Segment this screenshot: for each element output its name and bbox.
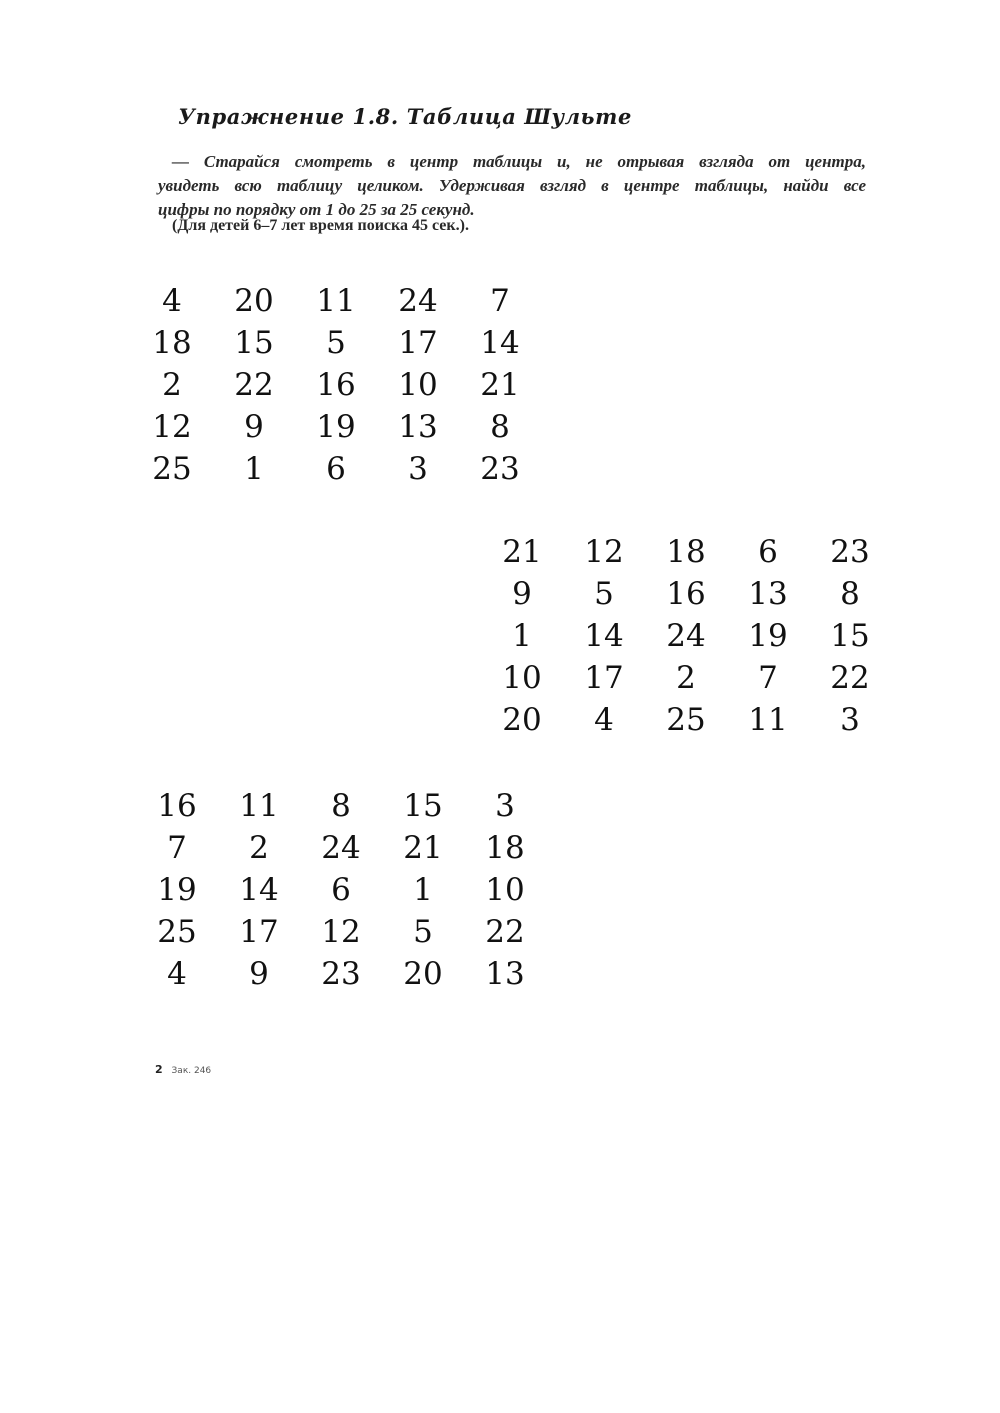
table-cell: 17	[584, 660, 624, 696]
table-cell: 22	[234, 367, 274, 403]
table-cell: 2	[162, 367, 182, 403]
table-cell: 5	[326, 325, 346, 361]
table-cell: 10	[502, 660, 542, 696]
table-cell: 11	[748, 702, 788, 738]
table-cell: 6	[326, 451, 346, 487]
table-cell: 22	[485, 914, 525, 950]
table-cell: 19	[748, 618, 788, 654]
table-cell: 3	[840, 702, 860, 738]
table-cell: 19	[316, 409, 356, 445]
table-cell: 18	[152, 325, 192, 361]
table-cell: 25	[152, 451, 192, 487]
table-cell: 7	[167, 830, 187, 866]
table-cell: 9	[512, 576, 532, 612]
table-cell: 14	[584, 618, 624, 654]
table-cell: 10	[398, 367, 438, 403]
table-cell: 25	[666, 702, 706, 738]
table-cell: 15	[403, 788, 443, 824]
table-cell: 15	[234, 325, 274, 361]
table-cell: 13	[398, 409, 438, 445]
page-number: 2	[155, 1063, 163, 1076]
schulte-table-3	[136, 785, 546, 995]
table-cell: 13	[748, 576, 788, 612]
table-cell: 18	[666, 534, 706, 570]
table-cell: 9	[249, 956, 269, 992]
table-cell: 9	[244, 409, 264, 445]
schulte-table-2	[481, 531, 891, 741]
table-cell: 12	[584, 534, 624, 570]
table-cell: 1	[512, 618, 532, 654]
table-cell: 20	[502, 702, 542, 738]
table-cell: 19	[157, 872, 197, 908]
table-cell: 24	[398, 283, 438, 319]
table-cell: 11	[316, 283, 356, 319]
instructions-line-1: — Старайся смотреть в центр таблицы и, не отрывая взгляда от центра,	[172, 152, 866, 171]
table-cell: 12	[152, 409, 192, 445]
instructions-line-2: увидеть всю таблицу целиком. Удерживая взгляд в центре таблицы, найди все	[158, 176, 866, 195]
print-imprint: Зак. 246	[171, 1066, 212, 1076]
table-cell: 8	[331, 788, 351, 824]
table-cell: 17	[239, 914, 279, 950]
table-cell: 4	[167, 956, 187, 992]
table-cell: 5	[594, 576, 614, 612]
table-cell: 2	[249, 830, 269, 866]
table-cell: 5	[413, 914, 433, 950]
table-cell: 6	[758, 534, 778, 570]
table-cell: 23	[830, 534, 870, 570]
schulte-table-1	[131, 280, 541, 490]
table-cell: 10	[485, 872, 525, 908]
table-cell: 15	[830, 618, 870, 654]
table-cell: 8	[840, 576, 860, 612]
table-cell: 1	[413, 872, 433, 908]
table-cell: 21	[403, 830, 443, 866]
table-cell: 4	[162, 283, 182, 319]
table-cell: 12	[321, 914, 361, 950]
table-cell: 21	[480, 367, 520, 403]
age-note: (Для детей 6–7 лет время поиска 45 сек.).	[172, 217, 469, 234]
table-cell: 25	[157, 914, 197, 950]
table-cell: 7	[490, 283, 510, 319]
table-cell: 11	[239, 788, 279, 824]
page-footer	[155, 1063, 211, 1076]
table-cell: 7	[758, 660, 778, 696]
table-cell: 13	[485, 956, 525, 992]
table-cell: 2	[676, 660, 696, 696]
exercise-title: Упражнение 1.8. Таблица Шульте	[178, 104, 632, 129]
table-cell: 14	[480, 325, 520, 361]
table-cell: 24	[666, 618, 706, 654]
table-cell: 3	[495, 788, 515, 824]
table-cell: 1	[244, 451, 264, 487]
instructions-text	[158, 150, 866, 222]
table-cell: 18	[485, 830, 525, 866]
table-cell: 8	[490, 409, 510, 445]
instructions-line-3: цифры по порядку от 1 до 25 за 25 секунд.	[158, 200, 475, 219]
table-cell: 3	[408, 451, 428, 487]
table-cell: 6	[331, 872, 351, 908]
table-cell: 20	[234, 283, 274, 319]
table-cell: 24	[321, 830, 361, 866]
table-cell: 16	[666, 576, 706, 612]
table-cell: 23	[321, 956, 361, 992]
table-cell: 14	[239, 872, 279, 908]
table-cell: 16	[316, 367, 356, 403]
table-cell: 17	[398, 325, 438, 361]
table-cell: 22	[830, 660, 870, 696]
table-cell: 20	[403, 956, 443, 992]
table-cell: 23	[480, 451, 520, 487]
table-cell: 21	[502, 534, 542, 570]
table-cell: 4	[594, 702, 614, 738]
table-cell: 16	[157, 788, 197, 824]
